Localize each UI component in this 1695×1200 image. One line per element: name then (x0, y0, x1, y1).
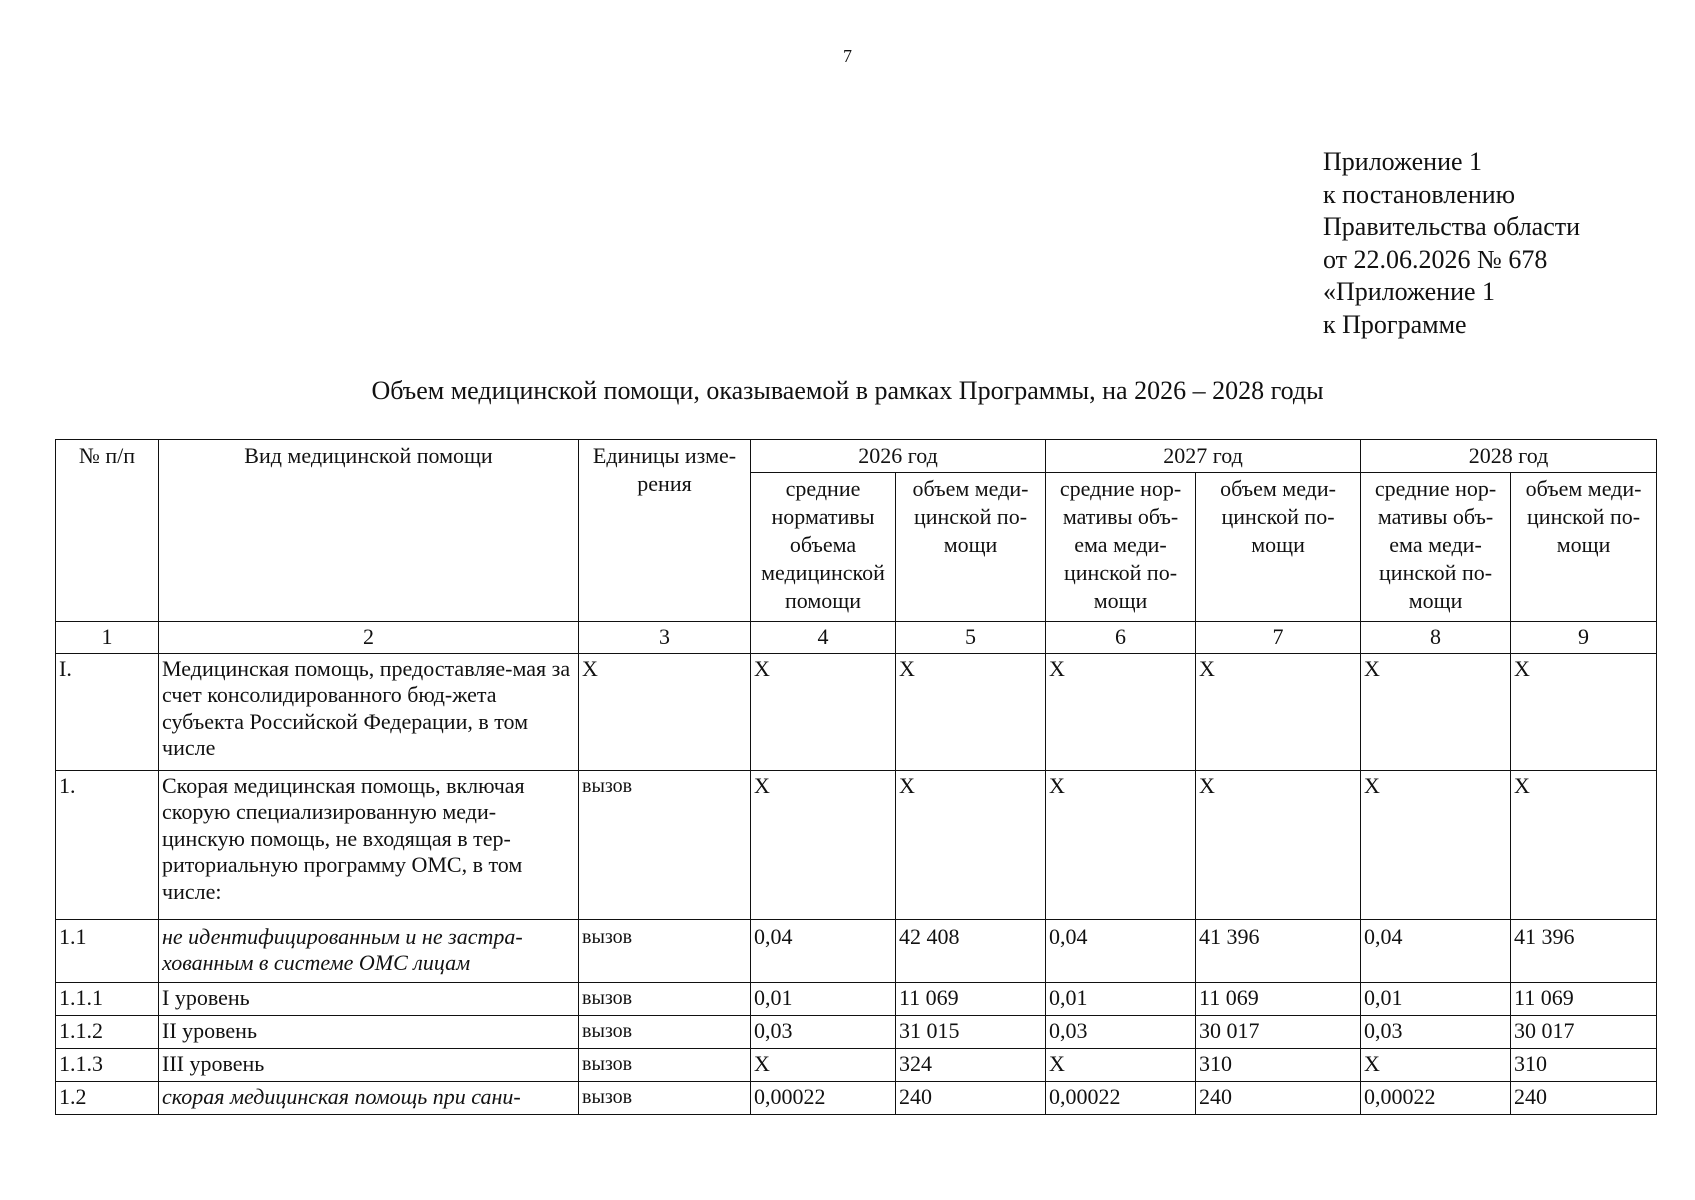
annex-block (1323, 146, 1580, 341)
row-norm-2027: 0,01 (1046, 982, 1196, 1015)
row-norm-2027: Х (1046, 1048, 1196, 1081)
table-row (56, 1015, 1657, 1048)
row-volume-2028: 11 069 (1511, 982, 1657, 1015)
row-norm-2028: 0,04 (1361, 919, 1511, 982)
row-norm-2027: 0,04 (1046, 919, 1196, 982)
row-volume-2027: 11 069 (1196, 982, 1361, 1015)
table-row (56, 653, 1657, 770)
header-year-2026: 2026 год (751, 440, 1046, 473)
row-type: Скорая медицинская помощь, включая скорую специализированную меди-цинскую помощь, не входящая в тер-риториальную программу ОМС, в том числе: (159, 770, 579, 919)
annex-line: от 22.06.2026 № 678 (1323, 244, 1548, 274)
row-volume-2027: 41 396 (1196, 919, 1361, 982)
row-type: II уровень (159, 1015, 579, 1048)
column-number-row (56, 622, 1657, 654)
row-type: I уровень (159, 982, 579, 1015)
row-unit: вызов (579, 982, 751, 1015)
column-number: 4 (751, 622, 896, 654)
row-norm-2026: Х (751, 770, 896, 919)
row-volume-2027: 310 (1196, 1048, 1361, 1081)
annex-line: Правительства области (1323, 212, 1581, 241)
column-number: 2 (159, 622, 579, 654)
annex-line: к постановлению (1323, 179, 1516, 209)
row-norm-2027: 0,00022 (1046, 1081, 1196, 1114)
header-volume-2026: объем меди-цинской по-мощи (896, 473, 1046, 622)
row-volume-2026: Х (896, 653, 1046, 770)
row-norm-2026: 0,01 (751, 982, 896, 1015)
row-num: 1.2 (56, 1081, 159, 1114)
row-volume-2026: 240 (896, 1081, 1046, 1114)
header-unit: Единицы изме-рения (579, 440, 751, 622)
row-volume-2026: 42 408 (896, 919, 1046, 982)
row-type: Медицинская помощь, предоставляе-мая за счет консолидированного бюд-жета субъекта Российской Федерации, в том числе (159, 653, 579, 770)
row-volume-2026: 31 015 (896, 1015, 1046, 1048)
row-norm-2026: Х (751, 1048, 896, 1081)
column-number: 8 (1361, 622, 1511, 654)
document-title: Объем медицинской помощи, оказываемой в рамках Программы, на 2026 – 2028 годы (371, 376, 1324, 405)
column-number: 1 (56, 622, 159, 654)
volume-table (55, 439, 1657, 1115)
row-volume-2026: Х (896, 770, 1046, 919)
row-volume-2027: 30 017 (1196, 1015, 1361, 1048)
column-number: 7 (1196, 622, 1361, 654)
row-volume-2027: Х (1196, 653, 1361, 770)
row-num: 1.1.2 (56, 1015, 159, 1048)
table-row (56, 919, 1657, 982)
row-unit: вызов (579, 1015, 751, 1048)
row-norm-2027: Х (1046, 653, 1196, 770)
annex-line: к Программе (1323, 309, 1467, 339)
row-num: 1.1.3 (56, 1048, 159, 1081)
row-unit: вызов (579, 1081, 751, 1114)
row-norm-2028: 0,01 (1361, 982, 1511, 1015)
row-norm-2026: Х (751, 653, 896, 770)
row-unit: вызов (579, 1048, 751, 1081)
row-num: 1. (56, 770, 159, 919)
column-number: 5 (896, 622, 1046, 654)
row-type: не идентифицированным и не застра-хованным в системе ОМС лицам (159, 919, 579, 982)
row-norm-2028: Х (1361, 770, 1511, 919)
annex-line: Приложение 1 (1323, 147, 1483, 176)
table-row (56, 1081, 1657, 1114)
row-volume-2028: 30 017 (1511, 1015, 1657, 1048)
row-norm-2027: 0,03 (1046, 1015, 1196, 1048)
row-norm-2026: 0,04 (751, 919, 896, 982)
row-norm-2026: 0,00022 (751, 1081, 896, 1114)
row-num: 1.1 (56, 919, 159, 982)
row-volume-2028: 240 (1511, 1081, 1657, 1114)
header-num: № п/п (56, 440, 159, 622)
row-volume-2027: Х (1196, 770, 1361, 919)
row-volume-2028: Х (1511, 770, 1657, 919)
row-norm-2028: Х (1361, 1048, 1511, 1081)
row-type: скорая медицинская помощь при сани- (159, 1081, 579, 1114)
row-volume-2027: 240 (1196, 1081, 1361, 1114)
header-year-2028: 2028 год (1361, 440, 1657, 473)
header-volume-2028: объем меди-цинской по-мощи (1511, 473, 1657, 622)
row-norm-2027: Х (1046, 770, 1196, 919)
row-unit: вызов (579, 919, 751, 982)
header-norm-2028: средние нор-мативы объ-ема меди-цинской по-мощи (1361, 473, 1511, 622)
header-norm-2027: средние нор-мативы объ-ема меди-цинской по-мощи (1046, 473, 1196, 622)
row-norm-2028: 0,00022 (1361, 1081, 1511, 1114)
row-norm-2028: 0,03 (1361, 1015, 1511, 1048)
header-year-2027: 2027 год (1046, 440, 1361, 473)
row-volume-2028: Х (1511, 653, 1657, 770)
row-norm-2026: 0,03 (751, 1015, 896, 1048)
column-number: 6 (1046, 622, 1196, 654)
row-volume-2028: 310 (1511, 1048, 1657, 1081)
annex-line: «Приложение 1 (1323, 277, 1496, 306)
row-num: 1.1.1 (56, 982, 159, 1015)
row-norm-2028: Х (1361, 653, 1511, 770)
header-volume-2027: объем меди-цинской по-мощи (1196, 473, 1361, 622)
table-row (56, 770, 1657, 919)
column-number: 9 (1511, 622, 1657, 654)
header-type: Вид медицинской помощи (159, 440, 579, 622)
row-unit: Х (579, 653, 751, 770)
row-type: III уровень (159, 1048, 579, 1081)
row-unit: вызов (579, 770, 751, 919)
row-volume-2026: 11 069 (896, 982, 1046, 1015)
row-volume-2028: 41 396 (1511, 919, 1657, 982)
header-norm-2026: средние нормативы объема медицинской помощи (751, 473, 896, 622)
table-row (56, 982, 1657, 1015)
table-row (56, 1048, 1657, 1081)
column-number: 3 (579, 622, 751, 654)
row-volume-2026: 324 (896, 1048, 1046, 1081)
page-number: 7 (843, 46, 852, 66)
row-num: I. (56, 653, 159, 770)
